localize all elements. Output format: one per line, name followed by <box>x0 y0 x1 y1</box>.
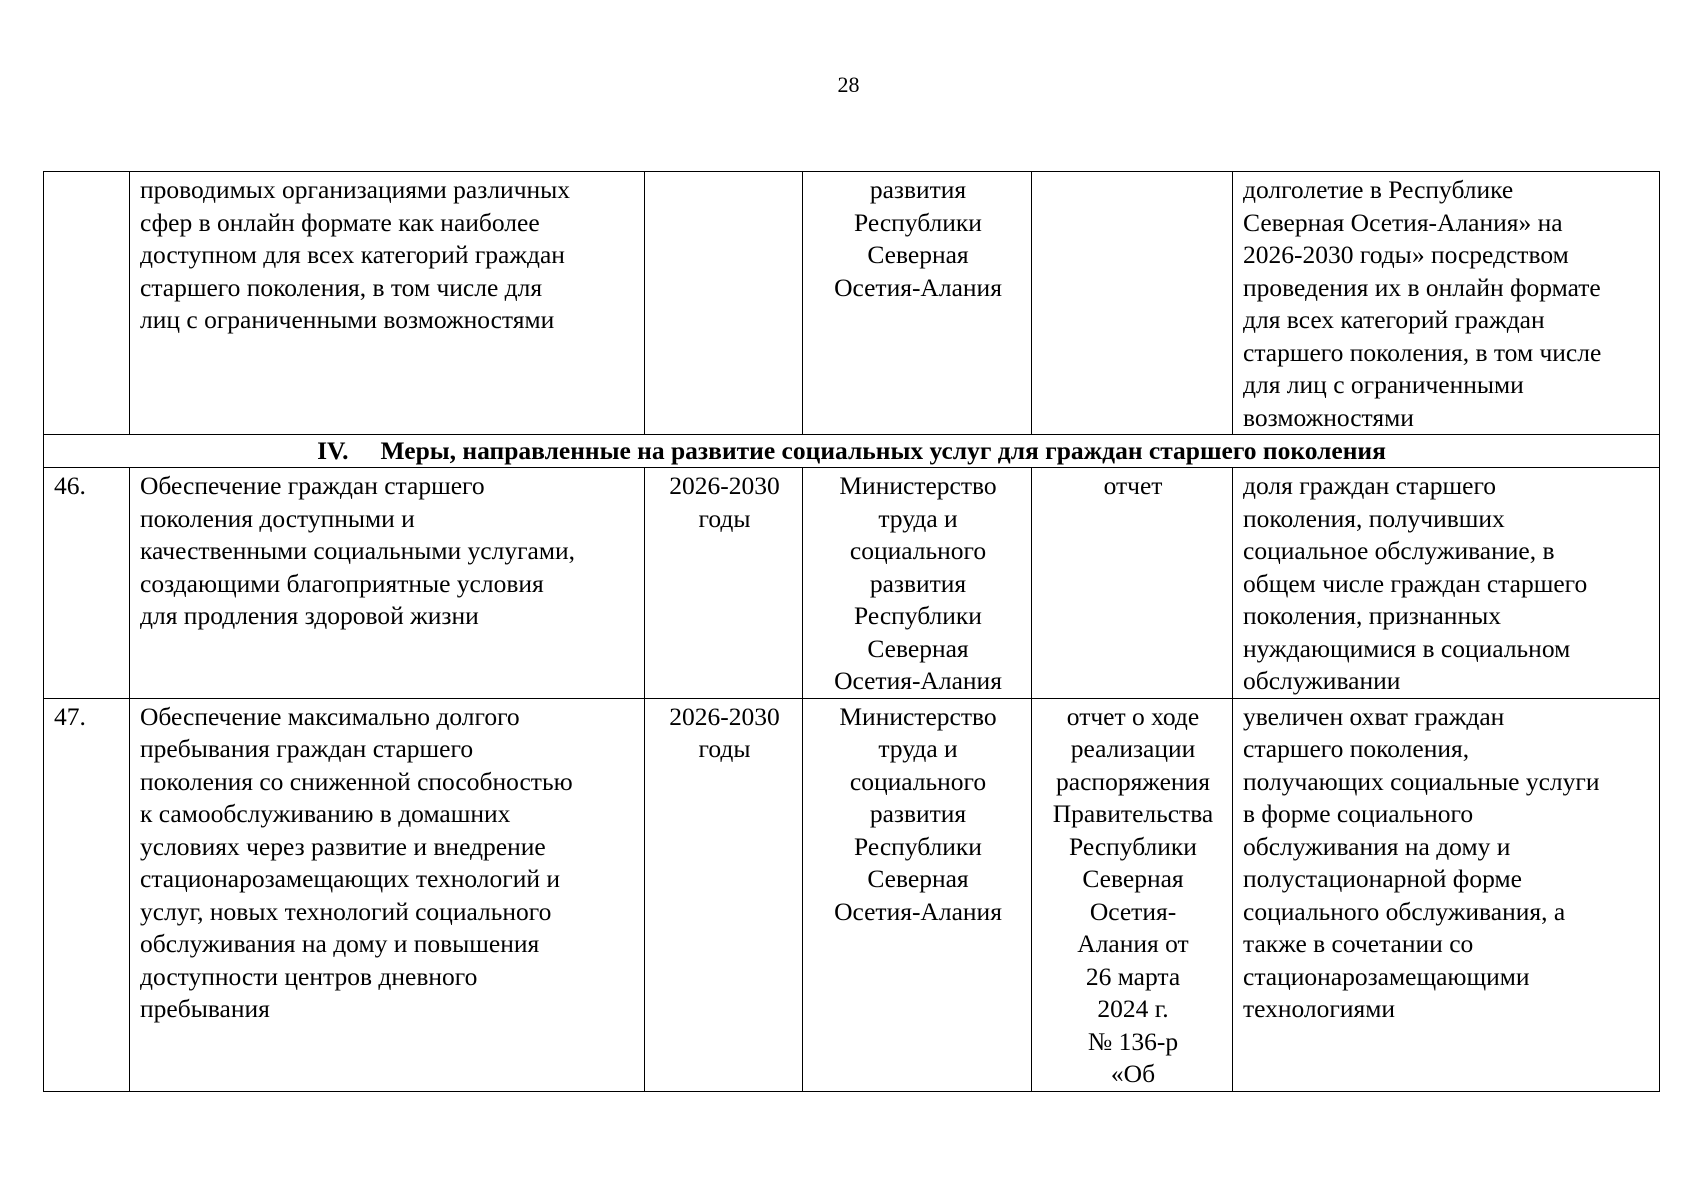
text-line: поколения со сниженной способностью <box>140 766 573 796</box>
text-line: развития <box>869 175 967 204</box>
text-line: в форме социального <box>1243 799 1474 828</box>
text-line: проводимых организациями различных <box>140 175 571 204</box>
text-line: Осетия- <box>1089 896 1177 926</box>
text-line: технологиями <box>1243 994 1396 1023</box>
text-line: распоряжения <box>1056 766 1210 796</box>
cell-report-form <box>1032 698 1233 1091</box>
text-line: Правительства <box>1052 799 1214 828</box>
text-line: для продления здоровой жизни <box>140 601 479 630</box>
text-line: Республики <box>854 831 982 861</box>
text-line: лиц с ограниченными возможностями <box>140 305 555 334</box>
text-line: Осетия-Алания <box>834 272 1002 302</box>
text-line: труда и <box>878 503 958 533</box>
cell-report-form <box>1032 468 1233 699</box>
text-line: обслуживания на дому и <box>1243 831 1511 861</box>
text-line: социального обслуживания, а <box>1243 896 1566 926</box>
text-line: Северная <box>867 240 969 269</box>
text-line: Северная <box>1082 864 1184 893</box>
text-line: Северная <box>867 633 969 663</box>
text-line: Обеспечение максимально долгого <box>140 701 520 731</box>
cell-term <box>645 698 803 1091</box>
section-heading-row <box>44 435 1660 468</box>
text-line: старшего поколения, в том числе для <box>140 272 543 302</box>
text-line: 2026-2030 <box>669 471 780 500</box>
text-line: поколения доступными и <box>140 503 415 533</box>
text-line: обслуживании <box>1243 666 1401 695</box>
text-line: доступности центров дневного <box>140 961 478 991</box>
cell-term <box>645 172 803 435</box>
text-line: социального <box>849 766 987 796</box>
cell-report-form <box>1032 172 1233 435</box>
text-line: «Об <box>1110 1059 1156 1088</box>
text-line: 2026-2030 годы» посредством <box>1243 240 1569 269</box>
text-line: социального <box>849 536 987 565</box>
cell-executor <box>803 172 1032 435</box>
text-line: Северная Осетия-Алания» на <box>1243 207 1563 237</box>
text-line: сфер в онлайн формате как наиболее <box>140 207 540 237</box>
cell-result <box>1233 468 1660 699</box>
table-row-46 <box>44 468 1660 699</box>
text-line: пребывания <box>140 994 270 1023</box>
cell-number: 47. <box>44 698 130 1091</box>
text-line: 2026-2030 <box>669 701 780 731</box>
text-line: также в сочетании со <box>1243 929 1474 958</box>
text-line: к самообслуживанию в домашних <box>140 799 511 828</box>
table-row-continuation <box>44 172 1660 435</box>
text-line: Республики <box>1069 831 1197 861</box>
text-line: нуждающимися в социальном <box>1243 633 1571 663</box>
cell-result <box>1233 698 1660 1091</box>
cell-measure <box>130 468 645 699</box>
text-line: стационарозамещающих технологий и <box>140 864 561 893</box>
text-line: поколения, признанных <box>1243 601 1501 630</box>
text-line: для всех категорий граждан <box>1243 305 1545 334</box>
text-line: Осетия-Алания <box>834 666 1002 695</box>
section-title: Меры, направленные на развитие социальных услуг для граждан старшего поколения <box>380 436 1386 465</box>
cell-term <box>645 468 803 699</box>
text-line: Республики <box>854 601 982 630</box>
text-line: реализации <box>1070 734 1196 763</box>
text-line: Северная <box>867 864 969 893</box>
cell-executor <box>803 468 1032 699</box>
cell-executor <box>803 698 1032 1091</box>
text-line: годы <box>698 734 751 763</box>
section-heading <box>44 435 1660 468</box>
page-number: 28 <box>837 72 860 97</box>
text-line: социальное обслуживание, в <box>1243 536 1555 565</box>
text-line: получающих социальные услуги <box>1243 766 1600 796</box>
text-line: 2024 г. <box>1097 994 1169 1023</box>
cell-number: 46. <box>44 468 130 699</box>
text-line: качественными социальными услугами, <box>140 536 576 565</box>
text-line: проведения их в онлайн формате <box>1243 272 1601 302</box>
text-line: долголетие в Республике <box>1243 175 1514 204</box>
text-line: старшего поколения, в том числе <box>1243 337 1602 367</box>
text-line: развития <box>869 799 967 828</box>
cell-measure <box>130 172 645 435</box>
cell-measure <box>130 698 645 1091</box>
text-line: условиях через развитие и внедрение <box>140 831 546 861</box>
cell-number <box>44 172 130 435</box>
text-line: развития <box>869 568 967 598</box>
text-line: для лиц с ограниченными <box>1243 370 1524 399</box>
measures-table <box>43 171 1660 1092</box>
text-line: 26 марта <box>1085 961 1181 991</box>
text-line: труда и <box>878 734 958 763</box>
text-line: доля граждан старшего <box>1243 471 1497 500</box>
text-line: пребывания граждан старшего <box>140 734 474 763</box>
text-line: доступном для всех категорий граждан <box>140 240 565 269</box>
text-line: № 136-р <box>1087 1026 1179 1056</box>
section-number: IV. <box>317 436 349 465</box>
text-line: годы <box>698 503 751 533</box>
text-line: обслуживания на дому и повышения <box>140 929 540 958</box>
text-line: Алания от <box>1077 929 1189 958</box>
text-line: общем числе граждан старшего <box>1243 568 1588 598</box>
text-line: возможностями <box>1243 402 1414 432</box>
text-line: Осетия-Алания <box>834 896 1002 926</box>
cell-result <box>1233 172 1660 435</box>
text-line: стационарозамещающими <box>1243 961 1530 991</box>
text-line: старшего поколения, <box>1243 734 1470 763</box>
text-line: услуг, новых технологий социального <box>140 896 552 926</box>
text-line: Министерство <box>839 471 997 500</box>
text-line: отчет о ходе <box>1066 701 1200 731</box>
text-line: Республики <box>854 207 982 237</box>
text-line: создающими благоприятные условия <box>140 568 544 598</box>
text-line: полустационарной форме <box>1243 864 1522 893</box>
text-line: отчет <box>1103 471 1163 500</box>
text-line: Обеспечение граждан старшего <box>140 471 485 500</box>
text-line: увеличен охват граждан <box>1243 701 1505 731</box>
table-row-47 <box>44 698 1660 1091</box>
text-line: поколения, получивших <box>1243 503 1505 533</box>
text-line: Министерство <box>839 701 997 731</box>
